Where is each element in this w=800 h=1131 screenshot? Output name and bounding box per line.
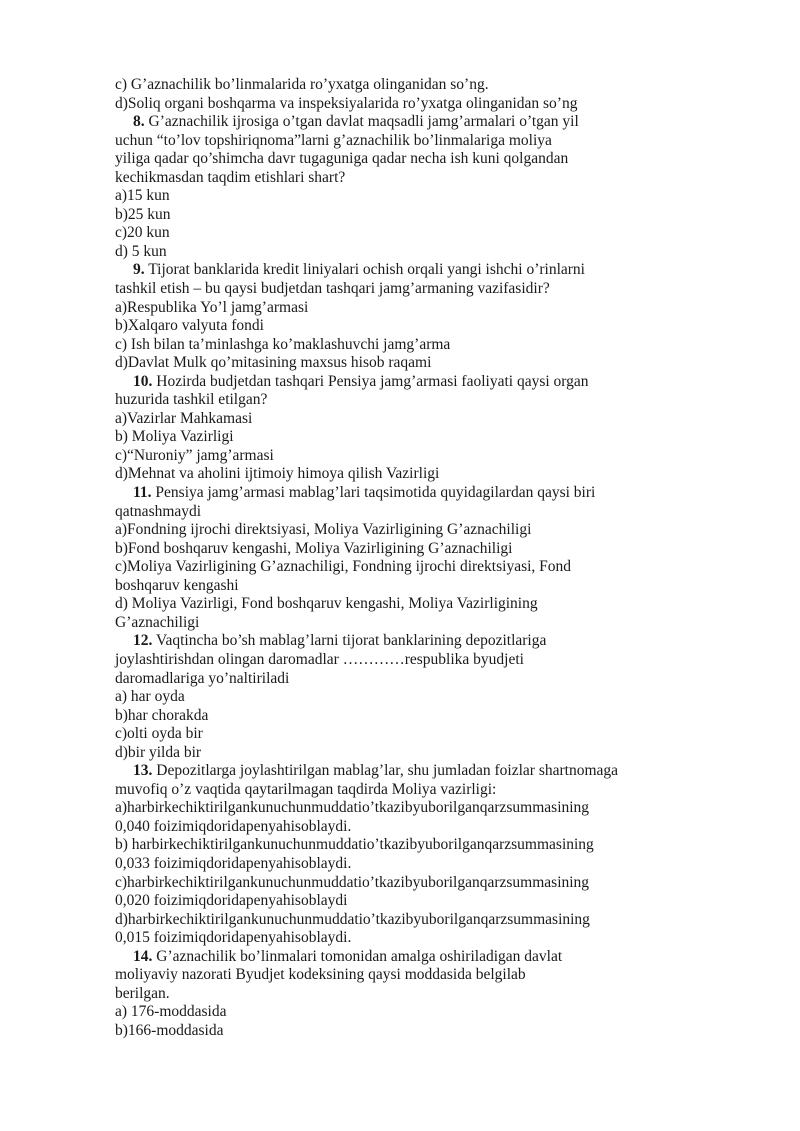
line-text: b)25 kun	[115, 205, 171, 223]
line-text: moliyaviy nazorati Byudjet kodeksining qaysi moddasida belgilab	[115, 966, 526, 984]
line-text: d) Moliya Vazirligi, Fond boshqaruv kengashi, Moliya Vazirligining	[115, 595, 538, 613]
line-text: d)bir yilda bir	[115, 743, 202, 761]
document-text	[115, 76, 675, 1040]
text-line	[115, 540, 675, 559]
line-text: d)Mehnat va aholini ijtimoiy himoya qilish Vazirligi	[115, 465, 440, 483]
line-text: joylashtirishdan olingan daromadlar …………respublika byudjeti	[115, 650, 524, 668]
text-line	[115, 224, 675, 243]
question-line	[115, 762, 675, 781]
text-line	[115, 670, 675, 689]
line-text: b)166-moddasida	[115, 1021, 224, 1039]
text-line	[115, 577, 675, 596]
line-text: boshqaruv kengashi	[115, 576, 239, 594]
text-line	[115, 651, 675, 670]
line-text: c)20 kun	[115, 224, 170, 242]
text-line	[115, 169, 675, 188]
line-text: daromadlariga yo’naltiriladi	[115, 669, 290, 687]
line-text: 0,015 foizimiqdoridapenyahisoblaydi.	[115, 929, 352, 947]
text-line	[115, 521, 675, 540]
text-line	[115, 558, 675, 577]
text-line	[115, 336, 675, 355]
line-text: b)Xalqaro valyuta fondi	[115, 317, 264, 335]
question-number: 11.	[133, 484, 152, 502]
question-line	[115, 373, 675, 392]
line-text: huzurida tashkil etilgan?	[115, 391, 268, 409]
line-text: G’aznachilik ijrosiga o’tgan davlat maqsadli jamg’armalari o’tgan yil	[144, 113, 579, 131]
line-text: G’aznachiligi	[115, 613, 200, 631]
line-text: Pensiya jamg’armasi mablag’lari taqsimotida quyidagilardan qaysi biri	[151, 484, 596, 502]
text-line	[115, 243, 675, 262]
text-line	[115, 187, 675, 206]
line-text: berilgan.	[115, 984, 170, 1002]
line-text: kechikmasdan taqdim etishlari shart?	[115, 168, 346, 186]
text-line	[115, 781, 675, 800]
line-text: 0,040 foizimiqdoridapenyahisoblaydi.	[115, 817, 352, 835]
text-line	[115, 799, 675, 818]
question-line	[115, 261, 675, 280]
line-text: b) harbirkechiktirilgankunuchunmuddatio’tkazibyuborilganqarzsummasining	[115, 836, 594, 854]
text-line	[115, 428, 675, 447]
text-line	[115, 688, 675, 707]
text-line	[115, 503, 675, 522]
line-text: G’aznachilik bo’linmalari tomonidan amalga oshiriladigan davlat	[152, 947, 563, 965]
text-line	[115, 76, 675, 95]
line-text: d)harbirkechiktirilgankunuchunmuddatio’tkazibyuborilganqarzsummasining	[115, 910, 590, 928]
line-text: b)har chorakda	[115, 706, 209, 724]
line-text: c) G’aznachilik bo’linmalarida ro’yxatga olinganidan so’ng.	[115, 76, 489, 93]
text-line	[115, 410, 675, 429]
line-text: yiliga qadar qo’shimcha davr tugaguniga qadar necha ish kuni qolgandan	[115, 150, 569, 168]
line-text: c) Ish bilan ta’minlashga ko’maklashuvchi jamg’arma	[115, 335, 451, 353]
question-line	[115, 632, 675, 651]
line-text: a) 176-moddasida	[115, 1003, 227, 1021]
text-line	[115, 391, 675, 410]
text-line	[115, 966, 675, 985]
text-line	[115, 614, 675, 633]
line-text: d)Davlat Mulk qo’mitasining maxsus hisob raqami	[115, 354, 432, 372]
question-number: 12.	[133, 632, 153, 650]
text-line	[115, 132, 675, 151]
text-line	[115, 280, 675, 299]
text-line	[115, 95, 675, 114]
question-number: 9.	[133, 261, 145, 279]
text-line	[115, 911, 675, 930]
text-line	[115, 150, 675, 169]
question-number: 14.	[133, 947, 153, 965]
line-text: Tijorat banklarida kredit liniyalari ochish orqali yangi ishchi o’rinlarni	[144, 261, 585, 279]
text-line	[115, 595, 675, 614]
text-line	[115, 206, 675, 225]
line-text: qatnashmaydi	[115, 502, 202, 520]
line-text: 0,020 foizimiqdoridapenyahisoblaydi	[115, 892, 348, 910]
text-line	[115, 985, 675, 1004]
text-line	[115, 354, 675, 373]
text-line	[115, 725, 675, 744]
line-text: a)Respublika Yo’l jamg’armasi	[115, 298, 309, 316]
line-text: uchun “to’lov topshiriqnoma”larni g’aznachilik bo’linmalariga moliya	[115, 131, 552, 149]
line-text: d)Soliq organi boshqarma va inspeksiyalarida ro’yxatga olinganidan so’ng	[115, 94, 578, 112]
question-line	[115, 484, 675, 503]
line-text: a)Vazirlar Mahkamasi	[115, 409, 253, 427]
text-line	[115, 744, 675, 763]
line-text: a)harbirkechiktirilgankunuchunmuddatio’tkazibyuborilganqarzsummasining	[115, 799, 590, 817]
line-text: b)Fond boshqaruv kengashi, Moliya Vazirligining G’aznachiligi	[115, 539, 513, 557]
line-text: tashkil etish – bu qaysi budjetdan tashqari jamg’armaning vazifasidir?	[115, 280, 550, 298]
line-text: Vaqtincha bo’sh mablag’larni tijorat banklarining depozitlariga	[152, 632, 547, 650]
text-line	[115, 447, 675, 466]
text-line	[115, 707, 675, 726]
text-line	[115, 317, 675, 336]
line-text: c)olti oyda bir	[115, 725, 203, 743]
text-line	[115, 855, 675, 874]
question-line	[115, 948, 675, 967]
line-text: b) Moliya Vazirligi	[115, 428, 234, 446]
line-text: muvofiq o’z vaqtida qaytarilmagan taqdirda Moliya vazirligi:	[115, 780, 497, 798]
question-line	[115, 113, 675, 132]
question-number: 13.	[133, 762, 153, 780]
line-text: c)“Nuroniy” jamg’armasi	[115, 446, 274, 464]
line-text: a)Fondning ijrochi direktsiyasi, Moliya Vazirligining G’aznachiligi	[115, 521, 532, 539]
text-line	[115, 1003, 675, 1022]
line-text: a) har oyda	[115, 688, 185, 706]
line-text: c)Moliya Vazirligining G’aznachiligi, Fondning ijrochi direktsiyasi, Fond	[115, 558, 572, 576]
line-text: 0,033 foizimiqdoridapenyahisoblaydi.	[115, 854, 352, 872]
text-line	[115, 299, 675, 318]
text-line	[115, 874, 675, 893]
line-text: Depozitlarga joylashtirilgan mablag’lar, shu jumladan foizlar shartnomaga	[152, 762, 619, 780]
text-line	[115, 929, 675, 948]
line-text: Hozirda budjetdan tashqari Pensiya jamg’armasi faoliyati qaysi organ	[152, 372, 589, 390]
line-text: a)15 kun	[115, 187, 170, 205]
question-number: 8.	[133, 113, 145, 131]
line-text: c)harbirkechiktirilgankunuchunmuddatio’tkazibyuborilganqarzsummasining	[115, 873, 590, 891]
text-line	[115, 1022, 675, 1041]
question-number: 10.	[133, 372, 153, 390]
text-line	[115, 892, 675, 911]
line-text: d) 5 kun	[115, 242, 167, 260]
text-line	[115, 818, 675, 837]
text-line	[115, 836, 675, 855]
text-line	[115, 465, 675, 484]
